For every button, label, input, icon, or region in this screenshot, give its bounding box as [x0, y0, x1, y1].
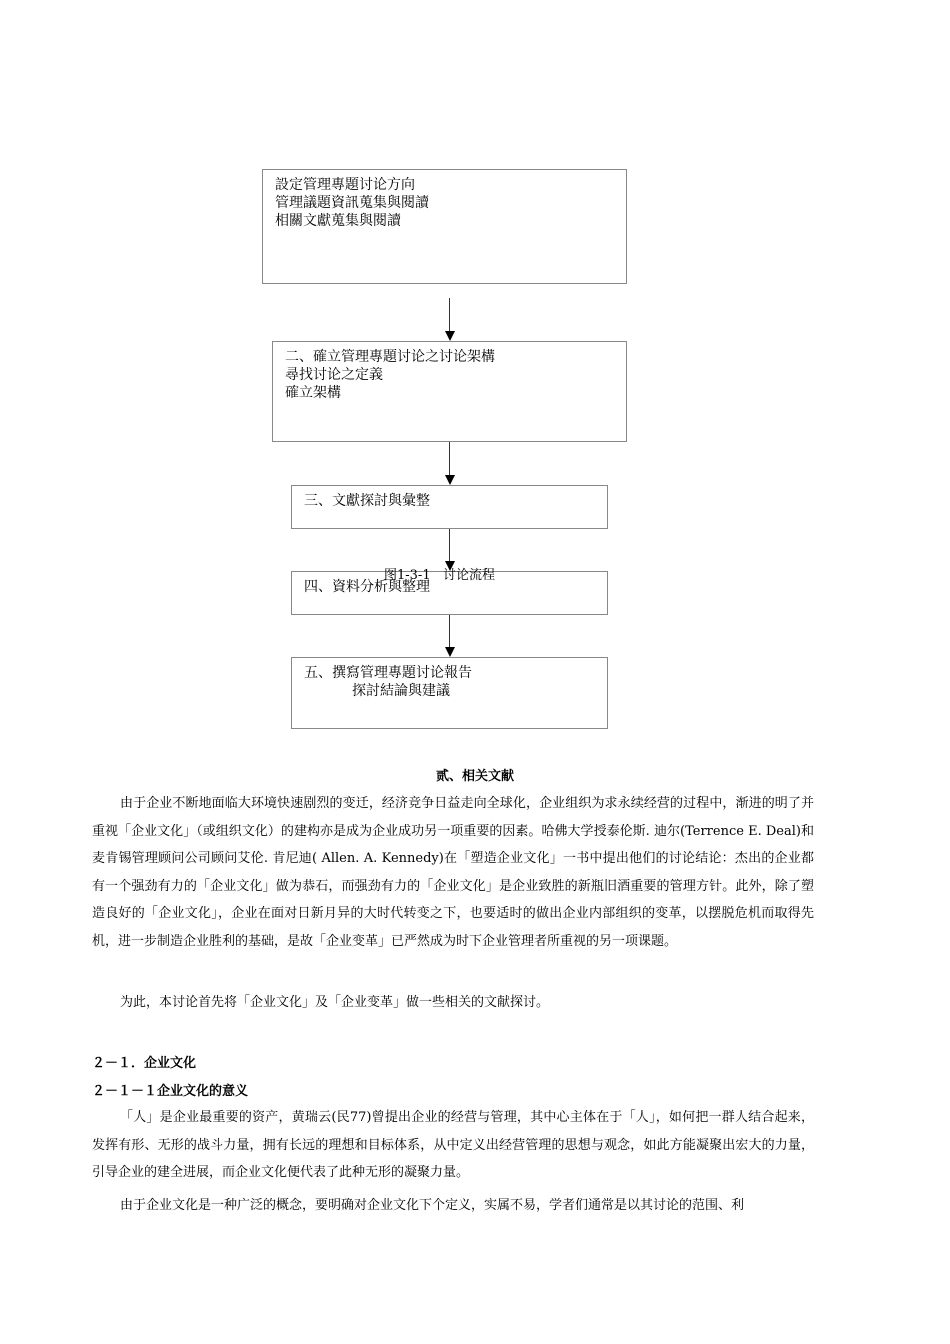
- flow-box-2-line-3: 確立架構: [285, 385, 341, 401]
- section-title: 贰、相关文献: [435, 769, 514, 784]
- section-paragraph-2: 为此，本讨论首先将「企业文化」及「企业变革」做一些相关的文献探讨。: [120, 995, 550, 1010]
- subsection-paragraph-2: 由于企业文化是一种广泛的概念，要明确对企业文化下个定义，实属不易，学者们通常是以其讨论的范围、利: [120, 1198, 745, 1213]
- subsection-paragraph-1: 「人」是企业最重要的资产，黄瑞云(民77)曾提出企业的经营与管理，其中心主体在于「人」，如何把一群人结合起来，发挥有形、无形的战斗力量，拥有长远的理想和目标体系，从中定义出经营管理的思想与观念，如此方能凝聚出宏大的力量，引导企业的建全进展，而企业文化便代表了此种无形的凝聚力量。: [92, 1110, 814, 1180]
- flow-box-5: [291, 657, 608, 729]
- flow-box-2-line-1: 二、確立管理專題讨论之讨论架構: [285, 349, 495, 365]
- flow-box-4-line-1: 四、資料分析與整理: [304, 579, 430, 595]
- flow-connector-3: [449, 529, 450, 561]
- flow-arrow-1: [445, 331, 455, 341]
- figure-caption: 图1-3-1 讨论流程: [384, 568, 495, 583]
- flow-box-5-line-1: 五、撰寫管理專題讨论報告: [304, 665, 472, 681]
- subsection-subtitle: ２－１－１企业文化的意义: [92, 1084, 249, 1099]
- flow-box-5-line-2: 探討結論與建議: [352, 683, 450, 699]
- flow-box-3: [291, 485, 608, 529]
- subsection-title: ２－１．企业文化: [92, 1056, 197, 1071]
- flow-connector-2: [449, 442, 450, 475]
- flow-box-2: [272, 341, 627, 442]
- flow-box-1: [262, 169, 627, 284]
- flow-box-1-line-3: 相關文獻蒐集與閱讀: [275, 213, 401, 229]
- flow-arrow-2: [445, 475, 455, 485]
- section-paragraph-1: 由于企业不断地面临大环境快速剧烈的变迁，经济竞争日益走向全球化，企业组织为求永续经营的过程中，渐进的明了并重视「企业文化」（或组织文化）的建构亦是成为企业成功另一项重要的因素。哈佛大学授泰伦斯. 迪尔(Terrence E. Deal)和麦肯锡管理顾问公司顾问艾伦. 肯尼迪( Allen. A. Kennedy)在「塑造企业文化」一书中提出他们的讨论结论：杰出的企业都有一个强劲有力的「企业文化」做为恭石，而强劲有力的「企业文化」是企业致胜的新瓶旧酒重要的管理方针。此外，除了塑造良好的「企业文化」，企业在面对日新月异的大时代转变之下，也要适时的做出企业内部组织的变革，以摆脱危机而取得先机，进一步制造企业胜利的基础，是故「企业变革」已严然成为时下企业管理者所重视的另一项课题。: [92, 796, 814, 949]
- flow-box-1-line-1: 設定管理專題讨论方向: [275, 177, 415, 193]
- flow-box-2-line-2: 尋找讨论之定義: [285, 367, 383, 383]
- flow-connector-4: [449, 615, 450, 647]
- flow-box-1-line-2: 管理議題資訊蒐集與閱讀: [275, 195, 429, 211]
- flow-box-3-line-1: 三、文獻探討與彙整: [304, 493, 430, 509]
- flow-connector-1: [449, 298, 450, 331]
- flow-arrow-4: [445, 647, 455, 657]
